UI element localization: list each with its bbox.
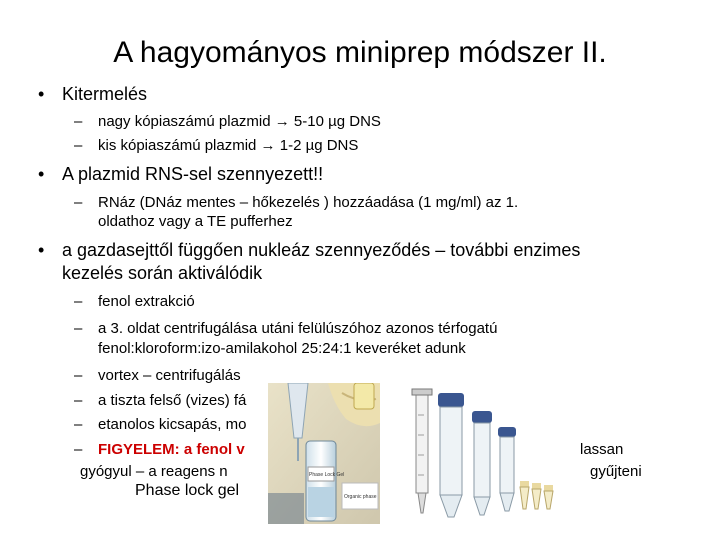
dash: – — [74, 113, 83, 130]
bullet-3-sub-7 — [98, 440, 245, 459]
dash: – — [74, 416, 83, 433]
dash: – — [74, 441, 83, 458]
dash: – — [74, 194, 83, 211]
tubes-illustration — [380, 385, 556, 526]
bullet-2-sub-2: oldathoz vagy a TE pufferhez — [98, 213, 293, 230]
dash: – — [74, 320, 83, 337]
dash: – — [74, 137, 83, 154]
microtubes — [520, 481, 553, 509]
phase-lock-gel-illustration — [268, 383, 380, 524]
bullet-3-sub-8-end: gyűjteni — [590, 463, 642, 480]
dash: – — [74, 367, 83, 384]
tubes-photo — [380, 385, 556, 526]
bullet-3-sub-7-end: lassan — [580, 441, 624, 458]
bullet-2-sub-1: RNáz (DNáz mentes – hőkezelés ) hozzáadása (1 mg/ml) az 1. — [98, 194, 519, 211]
bullet-1-text: Kitermelés — [62, 84, 148, 104]
bullet-3-text-2: kezelés során aktiválódik — [62, 263, 263, 283]
bullet-3-sub-8: gyógyul – a reagens n — [80, 463, 228, 480]
bullet-2-text: A plazmid RNS-sel szennyezett!! — [62, 164, 324, 184]
dash: – — [74, 392, 83, 409]
warning-label: FIGYELEM — [98, 441, 175, 458]
phase-lock-caption: Phase lock gel — [135, 482, 240, 499]
bullet-3-sub-1: fenol extrakció — [98, 293, 195, 310]
dash: – — [74, 293, 83, 310]
bullet-3-sub-5: a tiszta felső (vizes) fá — [98, 392, 247, 409]
bullet-1-sub-2: kis kópiaszámú plazmid → 1-2 µg DNS — [98, 137, 359, 154]
warning-text: : a fenol v — [174, 441, 245, 458]
slide-title: A hagyományos miniprep módszer II. — [113, 36, 607, 69]
bullet-1-sub-1: nagy kópiaszámú plazmid → 5-10 µg DNS — [98, 113, 381, 130]
bullet-3-sub-3: fenol:kloroform:izo-amilakohol 25:24:1 keveréket adunk — [98, 340, 466, 357]
bullet-3-text: a gazdasejttől függően nukleáz szennyeződés – további enzimes — [62, 240, 581, 260]
bullet-dot: • — [38, 84, 45, 104]
bullet-3-sub-2: a 3. oldat centrifugálása utáni felülúszóhoz azonos térfogatú — [98, 320, 498, 337]
phase-lock-gel-photo — [268, 383, 380, 524]
bullet-3-sub-4: vortex – centrifugálás — [98, 367, 241, 384]
bullet-3-sub-6: etanolos kicsapás, mo — [98, 416, 247, 433]
bullet-dot: • — [38, 240, 45, 260]
bullet-dot: • — [38, 164, 45, 184]
organic-label: Organic phase — [344, 494, 377, 500]
tube-label: Phase Lock Gel — [309, 472, 345, 478]
